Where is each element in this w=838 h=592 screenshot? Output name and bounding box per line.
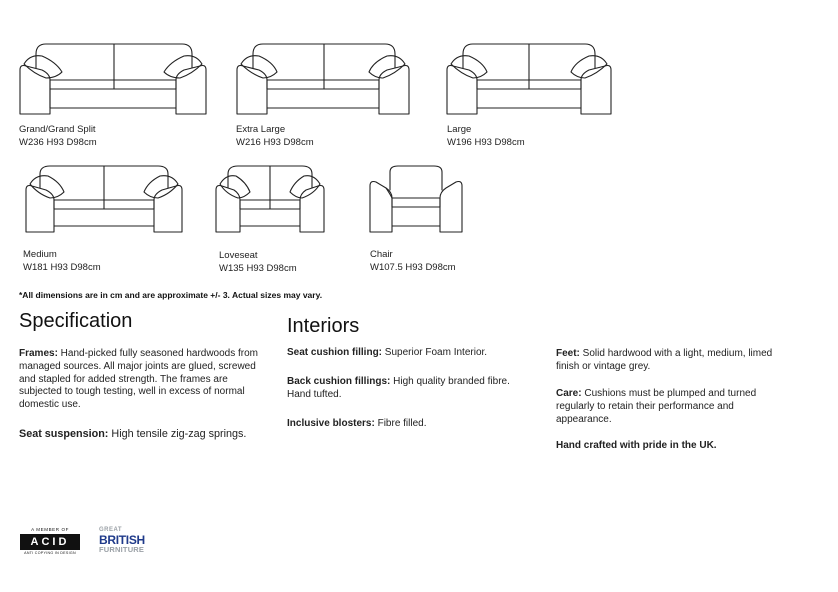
sofa-loveseat-drawing — [212, 162, 328, 236]
back-label: Back cushion fillings: — [287, 376, 391, 387]
bolster-text: Fibre filled. — [374, 418, 427, 429]
gbf-furniture: FURNITURE — [99, 545, 145, 554]
bolster-paragraph — [287, 418, 527, 431]
acid-name: ACID — [20, 534, 80, 550]
sofa-dims: W196 H93 D98cm — [447, 137, 525, 148]
care-text: Cushions must be plumped and turned regularly to retain their performance and appearance. — [556, 388, 757, 425]
frames-text: Hand-picked fully seasoned hardwoods from managed sources. All major joints are glued, screwed and stapled for added strength. The frames are subjected to tough testing, well in excess of normal domestic use. — [19, 348, 259, 411]
feet-paragraph — [556, 348, 781, 374]
sofa-name: Medium — [23, 249, 57, 260]
feet-label: Feet: — [556, 348, 580, 359]
care-label: Care: — [556, 388, 582, 399]
feet-text: Solid hardwood with a light, medium, limed finish or vintage grey. — [556, 348, 773, 372]
sofa-name: Extra Large — [236, 124, 286, 135]
sofa-medium-drawing — [22, 162, 186, 236]
seat-text: Superior Foam Interior. — [382, 347, 488, 358]
sofa-grand-drawing — [16, 40, 210, 118]
specification-heading: Specification — [19, 310, 133, 332]
great-british-furniture-logo — [99, 527, 155, 554]
seat-filling-paragraph — [287, 347, 527, 360]
acid-tagline: ANTI COPYING IN DESIGN — [24, 551, 76, 555]
sofa-name: Loveseat — [219, 250, 258, 261]
sofa-dims: W107.5 H93 D98cm — [370, 262, 456, 273]
suspension-text: High tensile zig-zag springs. — [108, 428, 247, 440]
sofa-dims: W181 H93 D98cm — [23, 262, 101, 273]
acid-member-text: A MEMBER OF — [31, 527, 69, 532]
sofa-dims: W216 H93 D98cm — [236, 137, 314, 148]
interiors-heading: Interiors — [287, 315, 360, 337]
bolster-label: Inclusive blosters: — [287, 418, 375, 429]
suspension-label: Seat suspension: — [19, 428, 109, 440]
sofa-large-drawing — [443, 40, 615, 118]
seat-label: Seat cushion filling: — [287, 347, 383, 358]
sofa-chair-drawing — [366, 162, 466, 236]
sofa-name: Grand/Grand Split — [19, 124, 96, 135]
sofa-dims: W236 H93 D98cm — [19, 137, 97, 148]
gbf-great: GREAT — [99, 527, 123, 533]
handcrafted-note: Hand crafted with pride in the UK. — [556, 440, 717, 451]
suspension-paragraph — [19, 428, 279, 441]
sofa-dims: W135 H93 D98cm — [219, 263, 297, 274]
sofa-name: Large — [447, 124, 472, 135]
frames-label: Frames: — [19, 348, 58, 359]
care-paragraph — [556, 388, 791, 426]
back-text: High quality branded fibre. Hand tufted. — [287, 376, 510, 400]
sofa-name: Chair — [370, 249, 393, 260]
sofa-extra-large-drawing — [233, 40, 413, 118]
dimension-note: *All dimensions are in cm and are approximate +/- 3. Actual sizes may vary. — [19, 290, 323, 300]
frames-paragraph — [19, 348, 269, 412]
acid-logo — [20, 527, 80, 555]
gbf-british: BRITISH — [99, 533, 145, 547]
back-filling-paragraph — [287, 376, 519, 402]
